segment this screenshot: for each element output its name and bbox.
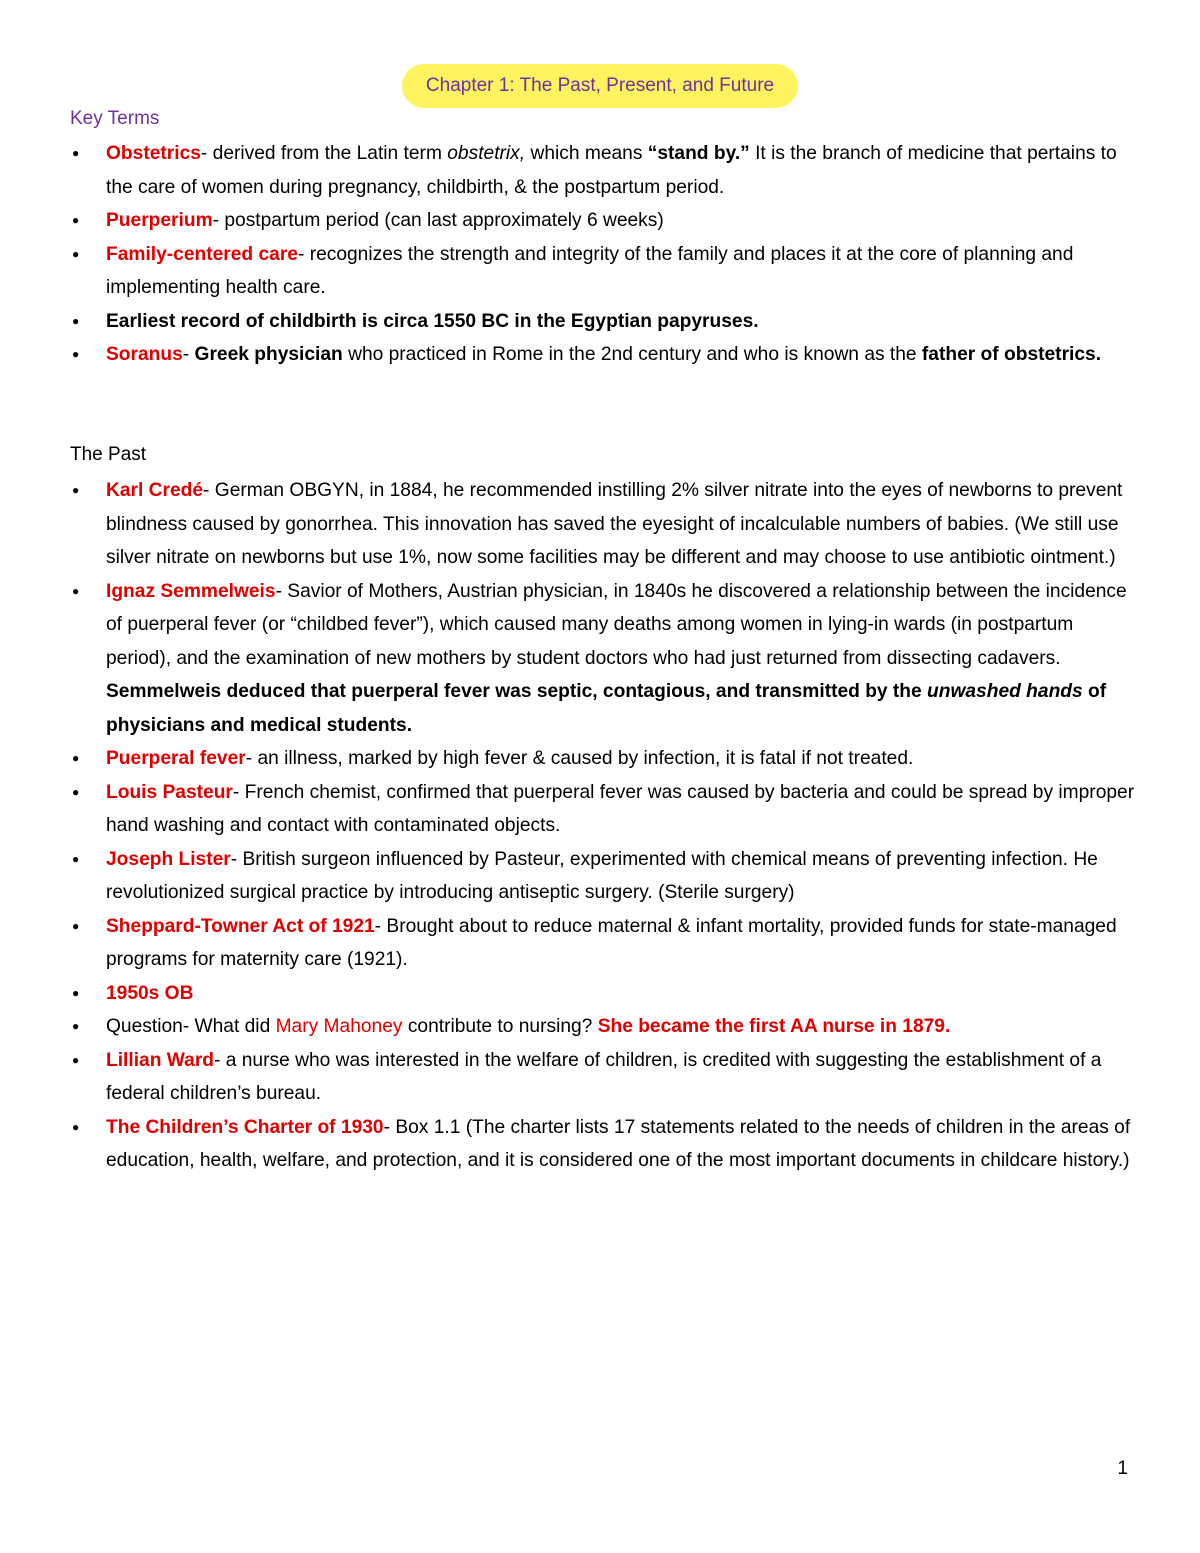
item-text: Semmelweis deduced that puerperal fever was septic, contagious, and transmitted by the [106, 681, 928, 702]
item-text: - a nurse who was interested in the welfare of children, is credited with suggesting the establishment of a federal children’s bureau. [106, 1049, 1102, 1104]
term-highlight: Puerperium [106, 210, 213, 231]
list-item [70, 1111, 1140, 1178]
section-heading-key-terms: Key Terms [70, 108, 160, 129]
list-item [70, 843, 1140, 910]
key-terms-list [70, 137, 1140, 372]
list-item [70, 338, 1140, 372]
item-text: Earliest record of childbirth is circa 1550 BC in the Egyptian papyruses. [106, 310, 759, 332]
term-highlight: The Children’s Charter of 1930 [106, 1116, 384, 1138]
term-highlight: Family-centered care [106, 243, 298, 265]
item-text: “stand by.” [647, 143, 750, 164]
list-item [70, 742, 1140, 776]
list-item [70, 204, 1140, 238]
term-highlight: 1950s OB [106, 982, 194, 1004]
item-text: - an illness, marked by high fever & caused by infection, it is fatal if not treated. [245, 748, 914, 769]
the-past-list [70, 474, 1140, 1178]
item-text: father of obstetrics. [921, 344, 1102, 365]
list-item [70, 1010, 1140, 1044]
item-text: It is the branch of medicine that pertains to the care of women during pregnancy, childbirth, & the postpartum period. [106, 143, 1117, 198]
item-text: of physicians and medical students. [106, 681, 1107, 736]
term-highlight: Obstetrics [106, 143, 201, 164]
item-text: unwashed hands [927, 681, 1083, 702]
item-text: - Brought about to reduce maternal & infant mortality, provided funds for state-managed programs for maternity care (1921). [106, 915, 1117, 970]
list-item [70, 474, 1140, 575]
item-text: - German OBGYN, in 1884, he recommended instilling 2% silver nitrate into the eyes of newborns to prevent blindness caused by gonorrhea. This innovation has saved the eyesight of incalculable numbers of babies. (We still use silver nitrate on newborns but use 1%, now some facilities may be different and may choose to use antibiotic ointment.) [106, 480, 1123, 568]
list-item [70, 910, 1140, 977]
term-highlight: Soranus [106, 344, 183, 365]
item-text: who practiced in Rome in the 2nd century and who is known as the [342, 344, 922, 365]
item-text: - French chemist, confirmed that puerperal fever was caused by bacteria and could be spread by improper hand washing and contact with contaminated objects. [106, 781, 1135, 836]
list-item [70, 137, 1140, 204]
item-text: which means [525, 143, 648, 164]
term-highlight: Sheppard-Towner Act of 1921 [106, 915, 375, 937]
item-text: - Savior of Mothers, Austrian physician, in 1840s he discovered a relationship between the incidence of puerperal fever (or “childbed fever”), which caused many deaths among women in lying-in wards (in postpartum period), and the examination of new mothers by student doctors who had just returned from dissecting cadavers. [106, 580, 1127, 669]
item-text: - postpartum period (can last approximately 6 weeks) [212, 210, 664, 231]
title-container [0, 64, 1200, 108]
list-item [70, 776, 1140, 843]
item-text: Greek physician [194, 344, 343, 365]
item-text: contribute to nursing? [402, 1016, 598, 1037]
list-item [70, 575, 1140, 743]
item-text: - recognizes the strength and integrity of the family and places it at the core of planning and implementing health care. [106, 243, 1074, 298]
list-item [70, 305, 1140, 339]
item-text: - [182, 344, 195, 365]
item-text: - British surgeon influenced by Pasteur, experimented with chemical means of preventing infection. He revolutionized surgical practice by introducing antiseptic surgery. (Sterile surgery) [106, 848, 1098, 903]
item-text: Question- What did [106, 1016, 276, 1037]
term-highlight: Puerperal fever [106, 748, 246, 769]
term-highlight: Louis Pasteur [106, 781, 233, 803]
list-item [70, 977, 1140, 1011]
term-highlight: Joseph Lister [106, 848, 231, 870]
item-text: obstetrix, [447, 143, 526, 164]
section-heading-the-past: The Past [70, 444, 147, 465]
term-highlight: Ignaz Semmelweis [106, 580, 276, 602]
list-item [70, 238, 1140, 305]
term-highlight: Mary Mahoney [275, 1016, 403, 1037]
term-highlight: Karl Credé [106, 480, 204, 501]
item-text: - Box 1.1 (The charter lists 17 statements related to the needs of children in the areas of education, health, welfare, and protection, and it is considered one of the most important documents in childcare history.) [106, 1116, 1131, 1171]
page-title: Chapter 1: The Past, Present, and Future [402, 64, 798, 108]
item-text: - derived from the Latin term [200, 143, 448, 164]
page-number: 1 [1117, 1458, 1128, 1479]
term-highlight: Lillian Ward [106, 1049, 215, 1071]
list-item [70, 1044, 1140, 1111]
term-highlight: She became the first AA nurse in 1879. [597, 1016, 951, 1037]
